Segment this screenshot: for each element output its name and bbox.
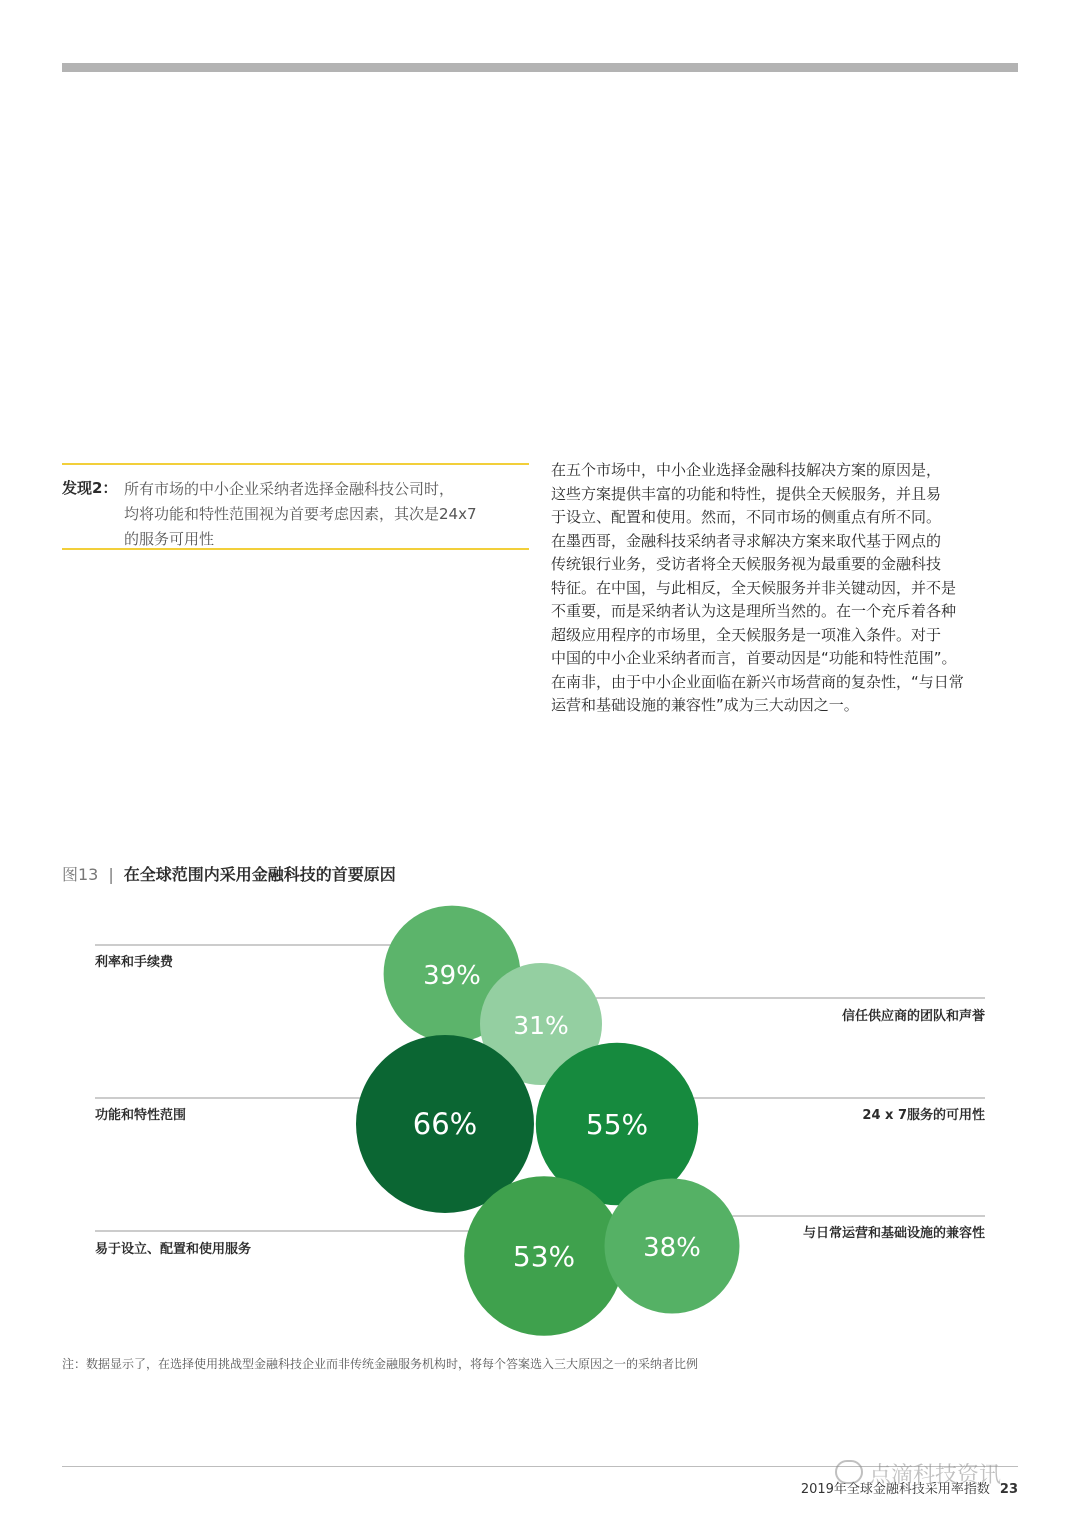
wechat-icon <box>835 1460 863 1484</box>
finding-line: 的服务可用性 <box>124 530 215 548</box>
category-label: 信任供应商的团队和声誉 <box>841 1009 985 1024</box>
body-line: 超级应用程序的市场里，全天候服务是一项准入条件。对于 <box>551 625 942 644</box>
body-line: 传统银行业务，受访者将全天候服务视为最重要的金融科技 <box>551 555 942 573</box>
footer-title: 2019年全球金融科技采用率指数 <box>800 1482 990 1497</box>
body-line: 在五个市场中，中小企业选择金融科技解决方案的原因是， <box>551 461 942 479</box>
body-line: 特征。在中国，与此相反，全天候服务并非关键动因，并不是 <box>551 578 957 597</box>
page-number: 23 <box>999 1482 1018 1497</box>
category-label: 利率和手续费 <box>95 955 174 970</box>
bubble-value-label: 38% <box>643 1233 701 1263</box>
body-line: 不重要，而是采纳者认为这是理所当然的。在一个充斥着各种 <box>551 602 957 620</box>
category-label: 易于设立、配置和使用服务 <box>95 1242 252 1257</box>
watermark-text: 点滴科技资讯 <box>869 1463 1002 1488</box>
body-line: 运营和基础设施的兼容性”成为三大动因之一。 <box>551 696 859 714</box>
bubble-value-label: 66% <box>412 1107 478 1141</box>
category-label: 与日常运营和基础设施的兼容性 <box>802 1226 985 1241</box>
body-line: 这些方案提供丰富的功能和特性，提供全天候服务，并且易 <box>551 484 942 503</box>
finding-label: 发现2： <box>62 479 118 497</box>
body-line: 在南非，由于中小企业面临在新兴市场营商的复杂性，“与日常 <box>551 672 964 691</box>
finding-line: 均将功能和特性范围视为首要考虑因素，其次是24x7 <box>124 505 477 523</box>
body-line: 在墨西哥，金融科技采纳者寻求解决方案来取代基于网点的 <box>551 531 942 550</box>
watermark <box>835 1458 1001 1489</box>
bubble-value-label: 39% <box>423 961 481 991</box>
category-label: 功能和特性范围 <box>95 1108 187 1123</box>
body-line: 于设立、配置和使用。然而，不同市场的侧重点有所不同。 <box>551 508 942 526</box>
figure-separator: | <box>108 865 114 884</box>
figure-number: 图13 <box>62 865 99 884</box>
bubble-value-label: 55% <box>585 1108 649 1141</box>
body-line: 中国的中小企业采纳者而言，首要动因是“功能和特性范围”。 <box>551 649 957 667</box>
finding-line: 所有市场的中小企业采纳者选择金融科技公司时， <box>124 480 455 498</box>
bubble-value-label: 31% <box>513 1011 569 1040</box>
chart-note: 注：数据显示了，在选择使用挑战型金融科技企业而非传统金融服务机构时，将每个答案选入三大原因之一的采纳者比例 <box>62 1357 699 1371</box>
figure-name: 在全球范围内采用金融科技的首要原因 <box>123 865 396 884</box>
bubble-value-label: 53% <box>512 1240 576 1273</box>
category-label: 24 x 7服务的可用性 <box>862 1108 985 1123</box>
